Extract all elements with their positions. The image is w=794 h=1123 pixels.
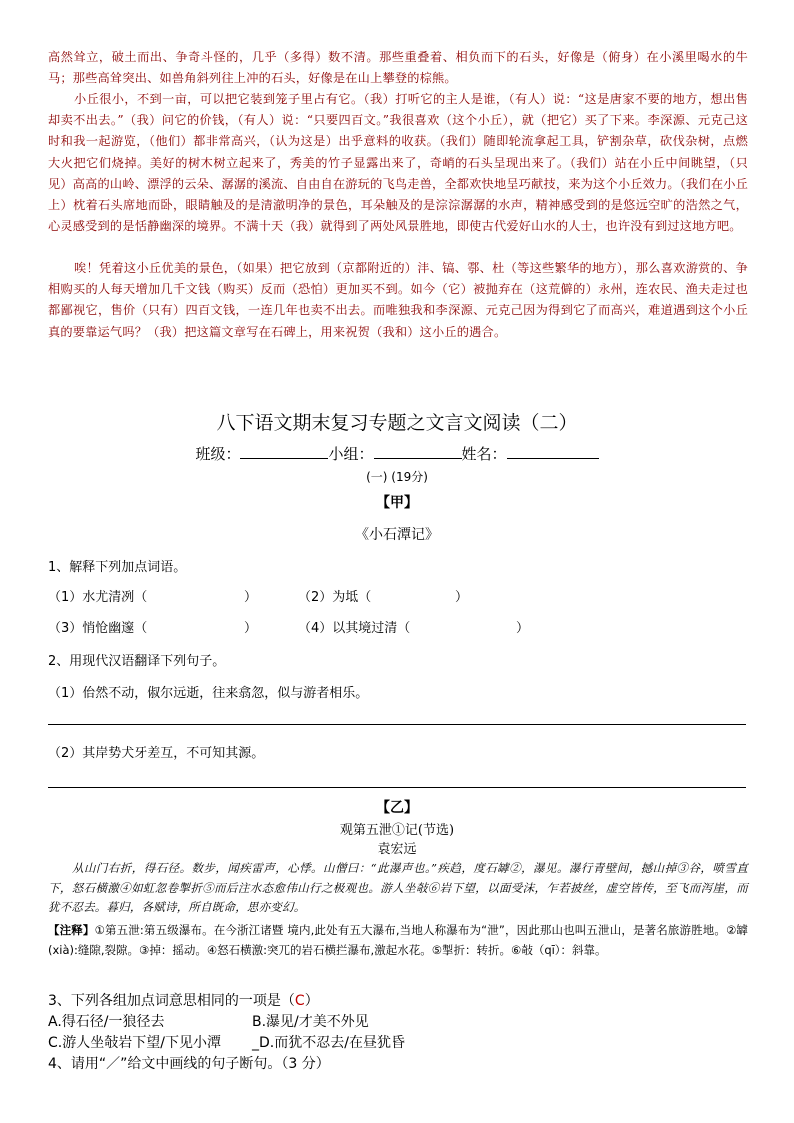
text-title-jia: 《小石潭记》 (355, 527, 439, 543)
name-field[interactable] (507, 444, 599, 459)
class-label: 班级： (195, 445, 241, 463)
question-3-answer: C (294, 993, 305, 1009)
q1-item-1-close: ） (244, 590, 258, 605)
q1-item-3-close: ） (244, 621, 258, 636)
student-info-row (0, 443, 794, 464)
question-4-prompt: 4、请用“／”给文中画线的句子断句。（3 分） (48, 1056, 330, 1072)
text-author: 袁宏远 (377, 842, 417, 857)
passage-yi: 从山门右折，得石径。数步，闻疾雷声，心悸。山僧曰：“此瀑声也。”疾趋，度石罅②，瀑见。瀑行青壁间，撼山掉③谷，喷雪直下，怒石横激④如虹忽卷掣折⑤而后注水态愈伟山行之极观也。游人坐敧⑥岩下望，以面受沫，乍若披丝，虚空皆传，至飞而泻崖，而犹不忍去。暮归，各赋诗，所自既命，思亦变幻。 (48, 861, 748, 914)
part-jia-label: 【甲】 (376, 495, 418, 511)
group-label: 小组： (328, 445, 374, 463)
text-title-yi: 观第五泄①记(节选) (339, 823, 455, 838)
q3-option-c: C.游人坐敧岩下望/下见小潭 (48, 1035, 221, 1051)
translation-paragraph-3: 唉！凭着这小丘优美的景色，（如果）把它放到（京都附近的）沣、镐、鄠、杜（等这些繁华的地方），那么喜欢游赏的、争相购买的人每天增加几千文钱（购买）反而（恐怕）更加买不到。如今（它）被抛弃在（这荒僻的）永州，连农民、渔夫走过也都鄙视它，售价（只有）四百文钱，一连几年也卖不出去。而唯独我和李深源、元克己因为得到它了而高兴，难道遇到这个小丘真的要靠运气吗？（我）把这篇文章写在石碑上，用来祝贺（我和）这小丘的遇合。 (48, 261, 748, 339)
question-1-prompt: 1、解释下列加点词语。 (48, 560, 187, 575)
q1-item-4: （4）以其境过清（ (298, 621, 411, 636)
annotations (48, 920, 748, 960)
question-2-prompt: 2、用现代汉语翻译下列句子。 (48, 654, 226, 669)
question-3-prompt: 3、下列各组加点词意思相同的一项是（C） (48, 993, 319, 1009)
q3-option-a: A.得石径/一狼径去 (48, 1014, 165, 1030)
q2-answer-line-1[interactable] (48, 724, 746, 725)
q2-sentence-1: （1）佁然不动，俶尔远逝，往来翕忽，似与游者相乐。 (48, 686, 369, 701)
group-field[interactable] (374, 444, 462, 459)
q2-answer-line-2[interactable] (48, 787, 746, 788)
name-label: 姓名： (461, 445, 507, 463)
part-yi-label: 【乙】 (376, 800, 418, 816)
q1-item-4-close: ） (516, 621, 530, 636)
q2-sentence-2: （2）其岸势犬牙差互，不可知其源。 (48, 746, 265, 761)
translation-paragraph-2: 小丘很小，不到一亩，可以把它装到笼子里占有它。（我）打听它的主人是谁，（有人）说：“这是唐家不要的地方，想出售却卖不出去。”（我）问它的价钱，（有人）说：“只要四百文。”我很喜欢（这个小丘），就（把它）买了下来。李深源、元克己这时和我一起游览，（他们）都非常高兴，（认为这是）出乎意料的收获。（我们）随即轮流拿起工具，铲割杂草，砍伐杂树，点燃大火把它们烧掉。美好的树木树立起来了，秀美的竹子显露出来了，奇峭的石头呈现出来了。（我们）站在小丘中间眺望，（只见）高高的山岭、漂浮的云朵、潺潺的溪流、自由自在游玩的飞鸟走兽，全都欢快地呈巧献技，来为这个小丘效力。（我们在小丘上）枕着石头席地而卧，眼睛触及的是清澈明净的景色，耳朵触及的是淙淙潺潺的水声，精神感受到的是悠远空旷的浩然之气，心灵感受到的是恬静幽深的境界。不满十天（我）就得到了两处风景胜地，即使古代爱好山水的人士，也许没有到过这地方吧。 (48, 92, 748, 234)
q1-item-2-close: ） (455, 590, 469, 605)
q3-option-d: _D.而犹不忍去/在昼犹昏 (252, 1035, 405, 1051)
q1-item-2: （2）为坻（ (298, 590, 372, 605)
q1-item-1: （1）水尤清冽（ (48, 590, 148, 605)
section-score: (一) (19分) (366, 470, 428, 484)
translation-paragraph-1: 高然耸立，破土而出、争奇斗怪的，几乎（多得）数不清。那些重叠着、相负而下的石头，好像是（俯身）在小溪里喝水的牛马；那些高耸突出、如兽角斜列往上冲的石头，好像是在山上攀登的棕熊。 (48, 50, 748, 86)
page-title: 八下语文期末复习专题之文言文阅读（二） (216, 412, 578, 434)
notes-text: ①第五泄:第五级瀑布。在今浙江诸暨 境内,此处有五大瀑布,当地人称瀑布为“泄”，因此那山也叫五泄山，是著名旅游胜地。②罅(xià):缝隙,裂隙。③掉：摇动。④怒石横激:突兀的岩石横拦瀑布,激起水花。⑤掣折：转折。⑥敧（qī）：斜靠。 (48, 923, 749, 957)
class-field[interactable] (240, 444, 328, 459)
q3-option-b: B.瀑见/才美不外见 (252, 1014, 369, 1030)
notes-label: 【注释】 (48, 923, 95, 937)
q1-item-3: （3）悄怆幽邃（ (48, 621, 148, 636)
